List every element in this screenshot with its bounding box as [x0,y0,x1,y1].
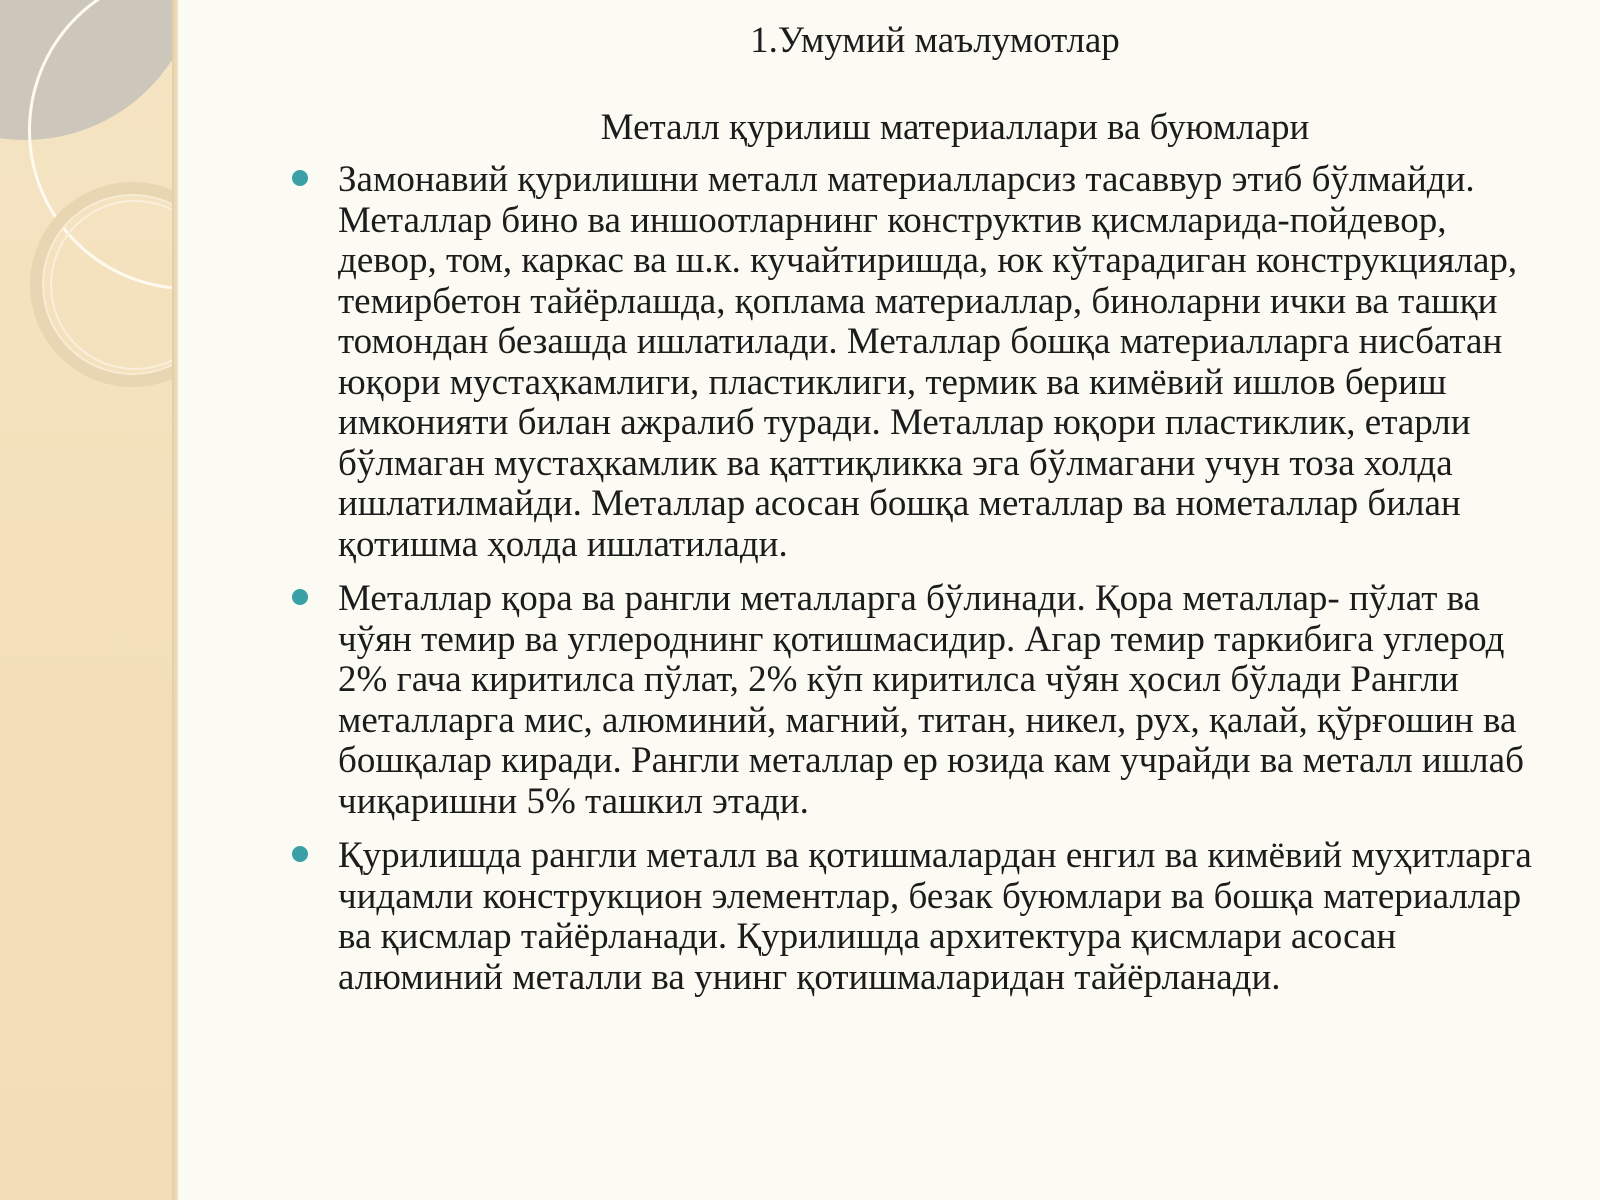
slide-title: 1.Умумий маълумотлар [750,20,1120,61]
bullet-item [290,160,1550,565]
bullet-list [290,160,1550,998]
slide-subtitle: Металл қурилиш материаллари ва буюмлари [600,107,1310,148]
bullet-dot-icon [292,846,308,862]
side-panel-edge [172,0,178,1200]
bullet-dot-icon [292,589,308,605]
bullet-dot-icon [292,170,308,186]
decorative-side-panel [0,0,178,1200]
bullet-item [290,579,1550,822]
bullet-text: Қурилишда рангли металл ва қотишмалардан енгил ва кимёвий муҳитларга чидамли конструкцион элементлар, безак буюмлари ва бошқа материаллар ва қисмлар тайёрланади. Қурилишда архитектура қисмлари асосан алюминий металли ва унинг қотишмаларидан тайёрланади. [338,835,1532,998]
bullet-text: Замонавий қурилишни металл материалларсиз тасаввур этиб бўлмайди. Металлар бино ва иншоотларнинг конструктив қисмларида-пойдевор, девор, том, каркас ва ш.к. кучайтиришда, юк кўтарадиган конструкциялар, темирбетон тайёрлашда, қоплама материаллар, биноларни ички ва ташқи томондан безашда ишлатилади. Металлар бошқа материалларга нисбатан юқори мустаҳкамлиги, пластиклиги, термик ва кимёвий ишлов бериш имконияти билан ажралиб туради. Металлар юқори пластиклик, етарли бўлмаган мустаҳкамлик ва қаттиқликка эга бўлмагани учун тоза холда ишлатилмайди. Металлар асосан бошқа металлар ва нометаллар билан қотишма ҳолда ишлатилади. [338,159,1518,565]
bullet-item [290,836,1550,998]
slide-content [290,16,1550,1012]
bullet-text: Металлар қора ва рангли металларга бўлинади. Қора металлар- пўлат ва чўян темир ва углероднинг қотишмасидир. Агар темир таркибига углерод 2% гача киритилса пўлат, 2% кўп киритилса чўян ҳосил бўлади Рангли металларга мис, алюминий, магний, титан, никел, рух, қалай, қўрғошин ва бошқалар киради. Рангли металлар ер юзида кам учрайди ва металл ишлаб чиқаришни 5% ташкил этади. [338,578,1524,822]
